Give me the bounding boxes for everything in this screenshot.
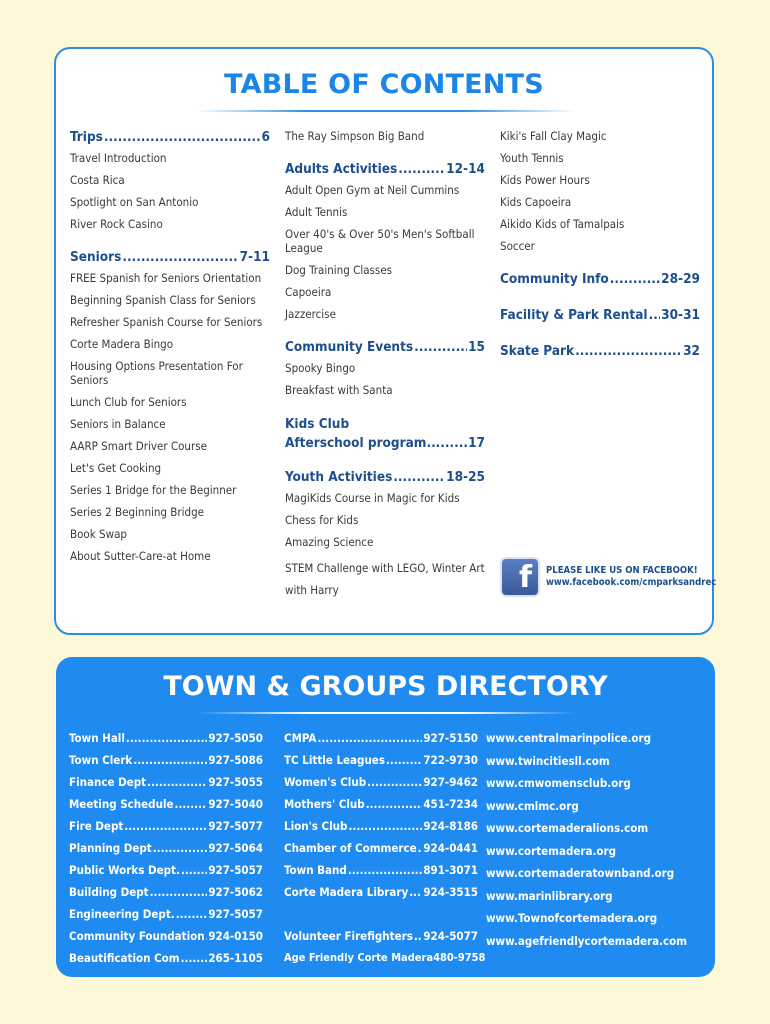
section-page: 17	[468, 435, 485, 451]
toc-item: FREE Spanish for Seniors Orientation	[70, 271, 262, 285]
facebook-cta: PLEASE LIKE US ON FACEBOOK!	[546, 565, 698, 576]
toc-item: The Ray Simpson Big Band	[285, 129, 425, 143]
toc-section-community-info[interactable]	[500, 271, 700, 287]
toc-item: Beginning Spanish Class for Seniors	[70, 293, 256, 307]
entry-name: Fire Dept	[69, 819, 124, 833]
toc-item: Seniors in Balance	[70, 417, 166, 431]
section-label: Adults Activities	[285, 161, 398, 177]
entry-name: Building Dept	[69, 885, 149, 899]
section-label: Facility & Park Rental	[500, 307, 648, 323]
entry-phone: 924-0441	[423, 841, 478, 855]
directory-link[interactable]: www.cmwomensclub.org	[486, 776, 631, 790]
toc-item: Costa Rica	[70, 173, 125, 187]
directory-link[interactable]: www.cortemaderatownband.org	[486, 866, 675, 880]
toc-section-community-events[interactable]	[285, 339, 485, 355]
toc-item: Lunch Club for Seniors	[70, 395, 187, 409]
entry-name: Chamber of Commerce	[284, 841, 417, 855]
toc-item: Let's Get Cooking	[70, 461, 162, 475]
entry-name: Town Clerk	[69, 753, 133, 767]
toc-title: TABLE OF CONTENTS	[224, 69, 544, 100]
toc-item: Over 40's & Over 50's Men's Softball League	[285, 227, 475, 255]
toc-item: Soccer	[500, 239, 535, 253]
entry-name: TC Little Leagues	[284, 753, 385, 767]
toc-section-youth[interactable]	[285, 469, 485, 485]
toc-item: Travel Introduction	[70, 151, 167, 165]
toc-section-kids-club[interactable]	[285, 415, 485, 453]
directory-entry	[69, 925, 263, 947]
directory-entry	[69, 881, 263, 903]
section-label: Community Info	[500, 271, 609, 287]
directory-entry	[284, 837, 478, 859]
section-page: 30-31	[661, 307, 700, 323]
directory-column-2	[284, 727, 486, 969]
entry-name: Age Friendly Corte Madera	[284, 951, 434, 964]
directory-entry	[69, 749, 263, 771]
entry-phone: 451-7234	[423, 797, 478, 811]
directory-entry	[284, 749, 478, 771]
section-page: 15	[468, 339, 485, 355]
directory-link[interactable]: www.cmlmc.org	[486, 798, 579, 813]
entry-name: Engineering Dept.	[69, 907, 175, 921]
toc-column-3	[500, 129, 700, 365]
section-page: 6	[261, 129, 270, 145]
toc-item: Adult Tennis	[285, 205, 348, 219]
toc-item: Series 2 Beginning Bridge	[70, 505, 205, 519]
directory-entry	[284, 793, 478, 815]
section-label: Kids Club	[285, 416, 350, 432]
directory-entry	[69, 727, 263, 749]
section-label: Community Events	[285, 339, 414, 355]
directory-link[interactable]: www.centralmarinpolice.org	[486, 731, 652, 745]
entry-phone: 927-5077	[208, 819, 263, 833]
directory-link[interactable]: www.marinlibrary.org	[486, 888, 613, 903]
entry-name: Planning Dept	[69, 841, 152, 855]
entry-phone: 927-5150	[423, 731, 478, 745]
entry-name: Town Band	[284, 863, 347, 877]
toc-item: Book Swap	[70, 527, 127, 541]
section-label: Youth Activities	[285, 469, 393, 485]
toc-item: Refresher Spanish Course for Seniors	[70, 315, 263, 329]
entry-phone: 722-9730	[423, 753, 478, 767]
section-page: 12-14	[446, 161, 485, 177]
toc-item: Chess for Kids	[285, 513, 359, 527]
toc-item: Jazzercise	[285, 307, 336, 321]
facebook-url[interactable]: www.facebook.com/cmparksandrec	[546, 577, 717, 588]
entry-name: Meeting Schedule	[69, 797, 174, 811]
facebook-icon[interactable]: f	[500, 557, 540, 597]
entry-name: Volunteer Firefighters	[284, 929, 413, 943]
section-page: 28-29	[661, 271, 700, 287]
entry-name: Women's Club	[284, 775, 367, 789]
toc-item: STEM Challenge with LEGO, Winter Art with Harry	[285, 561, 485, 597]
entry-name: Lion's Club	[284, 819, 348, 833]
directory-entry	[69, 771, 263, 793]
entry-phone: 927-9462	[423, 775, 478, 789]
toc-item: Adult Open Gym at Neil Cummins	[285, 183, 460, 197]
entry-phone: 927-5086	[208, 753, 263, 767]
entry-phone: 924-8186	[423, 819, 478, 833]
entry-name: Finance Dept	[69, 775, 147, 789]
section-page: 7-11	[239, 249, 270, 265]
toc-item: Housing Options Presentation For Seniors	[70, 359, 243, 387]
directory-link[interactable]: www.cortemadera.org	[486, 843, 616, 858]
toc-section-adults[interactable]	[285, 161, 485, 177]
entry-name: Community Foundation	[69, 929, 205, 943]
facebook-promo[interactable]	[500, 557, 716, 597]
entry-name: Corte Madera Library	[284, 885, 409, 899]
toc-item: Aikido Kids of Tamalpais	[500, 217, 625, 231]
directory-entry	[69, 947, 263, 969]
toc-item: Spooky Bingo	[285, 361, 356, 375]
toc-item: Kiki's Fall Clay Magic	[500, 129, 607, 143]
entry-phone: 924-3515	[423, 885, 478, 899]
directory-column-3	[486, 727, 711, 952]
section-label: Trips	[70, 129, 103, 145]
directory-entry	[69, 815, 263, 837]
directory-link[interactable]: www.agefriendlycortemadera.com	[486, 933, 688, 948]
directory-entry	[284, 947, 486, 969]
toc-item: MagiKids Course in Magic for Kids	[285, 491, 460, 505]
entry-phone: 927-5040	[208, 797, 263, 811]
section-label-line2: Afterschool program	[285, 435, 427, 451]
entry-phone: 927-5062	[208, 885, 263, 899]
section-label: Seniors	[70, 249, 122, 265]
toc-item: Amazing Science	[285, 535, 374, 549]
entry-name: Town Hall	[69, 731, 125, 745]
entry-phone: 927-5050	[208, 731, 263, 745]
directory-entry	[284, 771, 478, 793]
directory-entry	[69, 793, 263, 815]
toc-section-trips[interactable]	[70, 129, 270, 145]
toc-item: Breakfast with Santa	[285, 383, 393, 397]
toc-item: Kids Power Hours	[500, 173, 590, 187]
toc-item: Dog Training Classes	[285, 263, 393, 277]
entry-phone: 927-5057	[208, 907, 263, 921]
toc-item: About Sutter-Care-at Home	[70, 549, 211, 563]
directory-entry	[284, 727, 478, 749]
directory-entry	[69, 903, 263, 925]
entry-name: CMPA	[284, 731, 317, 745]
section-label: Skate Park	[500, 343, 575, 359]
table-of-contents-panel	[54, 47, 717, 635]
directory-panel	[56, 657, 715, 977]
directory-link[interactable]: www.Townofcortemadera.org	[486, 911, 658, 925]
toc-item: Capoeira	[285, 285, 332, 299]
directory-link[interactable]: www.cortemaderalions.com	[486, 821, 649, 835]
entry-phone: 924-0150	[208, 929, 263, 943]
directory-entry	[69, 859, 263, 881]
toc-item: Youth Tennis	[500, 151, 564, 165]
toc-section-skate-park[interactable]	[500, 343, 700, 359]
section-page: 18-25	[446, 469, 485, 485]
entry-phone: 265-1105	[208, 951, 263, 965]
directory-entry	[69, 837, 263, 859]
toc-column-2	[285, 129, 485, 609]
toc-divider	[196, 110, 576, 112]
toc-item: AARP Smart Driver Course	[70, 439, 208, 453]
directory-entry	[284, 925, 478, 947]
toc-section-facility-rental[interactable]	[500, 307, 700, 323]
directory-link[interactable]: www.twincitiesll.com	[486, 753, 610, 768]
entry-name: Public Works Dept.	[69, 863, 180, 877]
toc-item: Kids Capoeira	[500, 195, 572, 209]
directory-divider	[196, 712, 576, 714]
directory-title: TOWN & GROUPS DIRECTORY	[163, 671, 608, 702]
entry-name: Beautification Com	[69, 951, 180, 965]
toc-item: Spotlight on San Antonio	[70, 195, 199, 209]
entry-phone: 924-5077	[423, 929, 478, 943]
entry-phone: 927-5057	[208, 863, 263, 877]
toc-item: River Rock Casino	[70, 217, 163, 231]
toc-section-seniors[interactable]	[70, 249, 270, 265]
entry-phone: 891-3071	[423, 863, 478, 877]
entry-phone: 480-9758	[433, 951, 486, 964]
toc-item: Series 1 Bridge for the Beginner	[70, 483, 237, 497]
entry-phone: 927-5055	[208, 775, 263, 789]
toc-item: Corte Madera Bingo	[70, 337, 174, 351]
directory-entry	[284, 815, 478, 837]
directory-column-1	[69, 727, 263, 969]
entry-phone: 927-5064	[208, 841, 263, 855]
directory-entry	[284, 859, 478, 881]
toc-column-1	[70, 129, 270, 571]
section-page: 32	[683, 343, 700, 359]
entry-name: Mothers' Club	[284, 797, 365, 811]
directory-entry	[284, 881, 478, 903]
